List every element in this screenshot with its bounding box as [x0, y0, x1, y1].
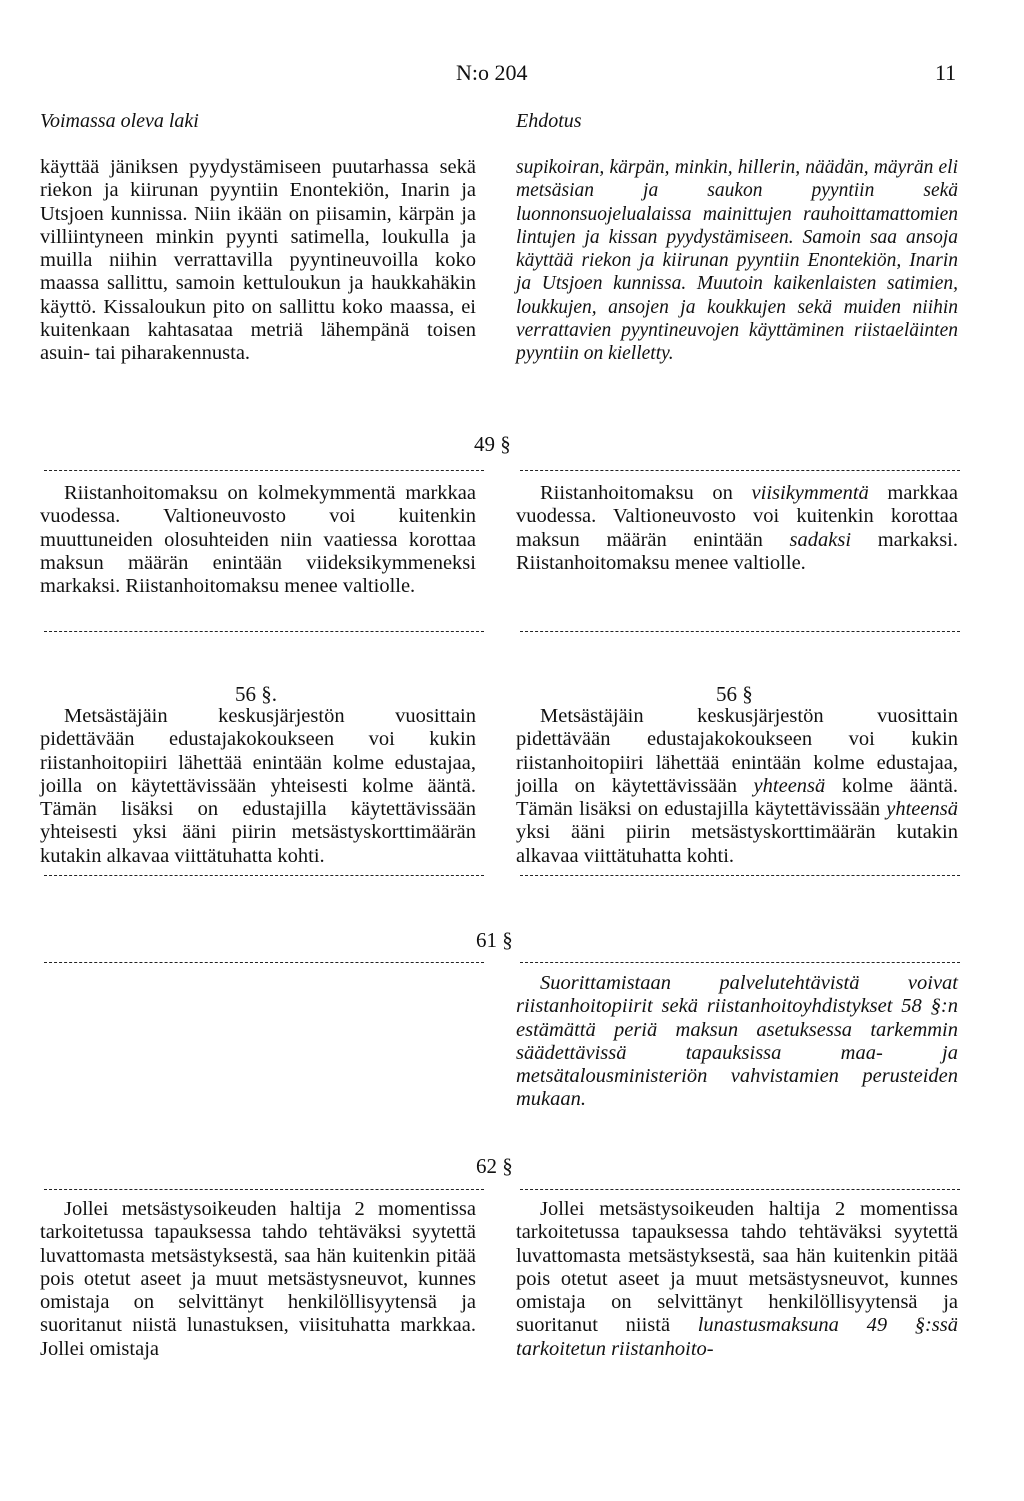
intro-right-paragraph: supikoiran, kärpän, minkin, hillerin, näädän, mäyrän eli metsäsian ja saukon pyyntiin sekä luonnonsuojelualaissa mainittujen rauhoittamattomien lintujen ja kissan pyydystämiseen. Samoin saa ansoja käyttää riekon ja kiirunan pyyntiin Enontekiön, Inarin ja Utsjoen kunnissa. Muutoin kaikenlaisten satimien, loukkujen, ansojen ja koukkujen sekä muiden niihin verrattavien pyyntineuvojen käyttäminen riistaeläinten pyyntiin on kielletty. — [516, 157, 958, 365]
intro-left-paragraph: käyttää jäniksen pyydystämiseen puutarhassa sekä riekon ja kiirunan pyyntiin Enontekiön, Inarin ja Utsjoen kunnissa. Niin ikään on piisamin, kärpän ja villiintyneen minkin pyynti satimella, loukulla ja muilla niihin verrattavilla pyyntineuvoilla koko maassa sallittu, samoin kettuloukun ja haukkahäkin käyttö. Kissaloukun pito on sallittu koko maassa, ei kuitenkaan kahtasataa metriä lähempänä toisen asuin- tai piharakennusta. — [40, 156, 476, 365]
section-62-left-paragraph: Jollei metsästysoikeuden haltija 2 momentissa tarkoitetussa tapauksessa tahdo tehtäväksi syytettä luvattomasta metsästyksestä, saa hän kuitenkin pitää pois otetut aseet ja muut metsästysneuvot, kunnes omistaja on selvittänyt henkilöllisyytensä ja suoritanut niistä lunastuksen, viisituhatta markkaa. Jollei omistaja — [40, 1198, 476, 1360]
section-49-left-text — [40, 482, 476, 598]
section-56-left-paragraph: Metsästäjäin keskusjärjestön vuosittain pidettävään edustajakokoukseen voi kukin riistanhoitopiiri lähettää enintään kolme edustajaa, joilla on käytettävissään yhteisesti kolme ääntä. Tämän lisäksi on edustajilla käytettävissään yhteisesti yksi ääni piirin metsästyskorttimäärän kutakin alkavaa viittätuhatta kohti. — [40, 705, 476, 867]
divider — [520, 962, 960, 963]
section-49-heading: 49 § — [474, 432, 511, 456]
amended-term: yhteensä — [886, 798, 958, 821]
right-column-title: Ehdotus — [516, 110, 582, 132]
section-56-right-text — [516, 705, 958, 868]
page-number: 11 — [935, 60, 957, 85]
amended-term: yhteensä — [753, 774, 826, 797]
document-number: N:o 204 — [456, 60, 528, 85]
divider — [520, 631, 960, 632]
divider — [44, 1189, 484, 1190]
divider — [44, 470, 484, 471]
section-61-right-text — [516, 972, 958, 1112]
section-49-left-paragraph: Riistanhoitomaksu on kolmekymmentä markkaa vuodessa. Valtioneuvosto voi kuitenkin muuttuneiden olosuhteiden niin vaatiessa korottaa maksun määrän enintään viideksikymmeneksi markaksi. Riistanhoitomaksu menee valtiolle. — [40, 482, 476, 598]
amended-term: viisikymmentä — [751, 482, 869, 504]
divider — [44, 631, 484, 632]
section-56-left-heading: 56 §. — [235, 682, 277, 706]
divider — [44, 875, 484, 876]
section-49-right-paragraph: Riistanhoitomaksu on viisikymmentä markkaa vuodessa. Valtioneuvosto voi kuitenkin korottaa maksun määrän enintään sadaksi markaksi. Riistanhoitomaksu menee valtiolle. — [516, 482, 959, 574]
section-61-right-paragraph: Suorittamistaan palvelutehtävistä voivat riistanhoitopiirit sekä riistanhoitoyhdistykset 58 §:n estämättä periä maksun asetuksessa tarkemmin säädettävissä tapauksissa maa- ja metsätalousministeriön vahvistamien perusteiden mukaan. — [516, 972, 958, 1111]
section-62-left-text — [40, 1198, 476, 1361]
section-56-right-paragraph: Metsästäjäin keskusjärjestön vuosittain pidettävään edustajakokoukseen voi kukin riistanhoitopiiri lähettää enintään kolme edustajaa, joilla on käytettävissään yhteensä kolme ääntä. Tämän lisäksi on edustajilla käytettävissään yhteensä yksi ääni piirin metsästyskorttimäärän kutakin alkavaa viittätuhatta kohti. — [516, 705, 959, 867]
section-62-heading: 62 § — [476, 1154, 513, 1178]
intro-left-text — [40, 156, 476, 366]
section-56-right-heading: 56 § — [716, 682, 753, 706]
section-61-heading: 61 § — [476, 928, 513, 952]
section-56-left-text — [40, 705, 476, 868]
divider — [520, 875, 960, 876]
amended-term: sadaksi — [789, 528, 852, 551]
divider — [44, 962, 484, 963]
divider — [520, 1189, 960, 1190]
intro-right-text — [516, 156, 958, 366]
amended-term: lunastusmaksuna 49 §:ssä tarkoitetun riistanhoito- — [516, 1314, 959, 1360]
divider — [520, 470, 960, 471]
section-62-right-paragraph: Jollei metsästysoikeuden haltija 2 momentissa tarkoitetussa tapauksessa tahdo tehtäväksi syytettä luvattomasta metsästyksestä, saa hän kuitenkin pitää pois otetut aseet ja muut metsästysneuvot, kunnes omistaja on selvittänyt henkilöllisyytensä ja suoritanut niistä lunastusmaksuna 49 §:ssä tarkoitetun riistanhoito- — [516, 1198, 959, 1360]
section-62-right-text — [516, 1198, 958, 1361]
section-49-right-text — [516, 482, 958, 575]
left-column-title: Voimassa oleva laki — [40, 110, 199, 132]
